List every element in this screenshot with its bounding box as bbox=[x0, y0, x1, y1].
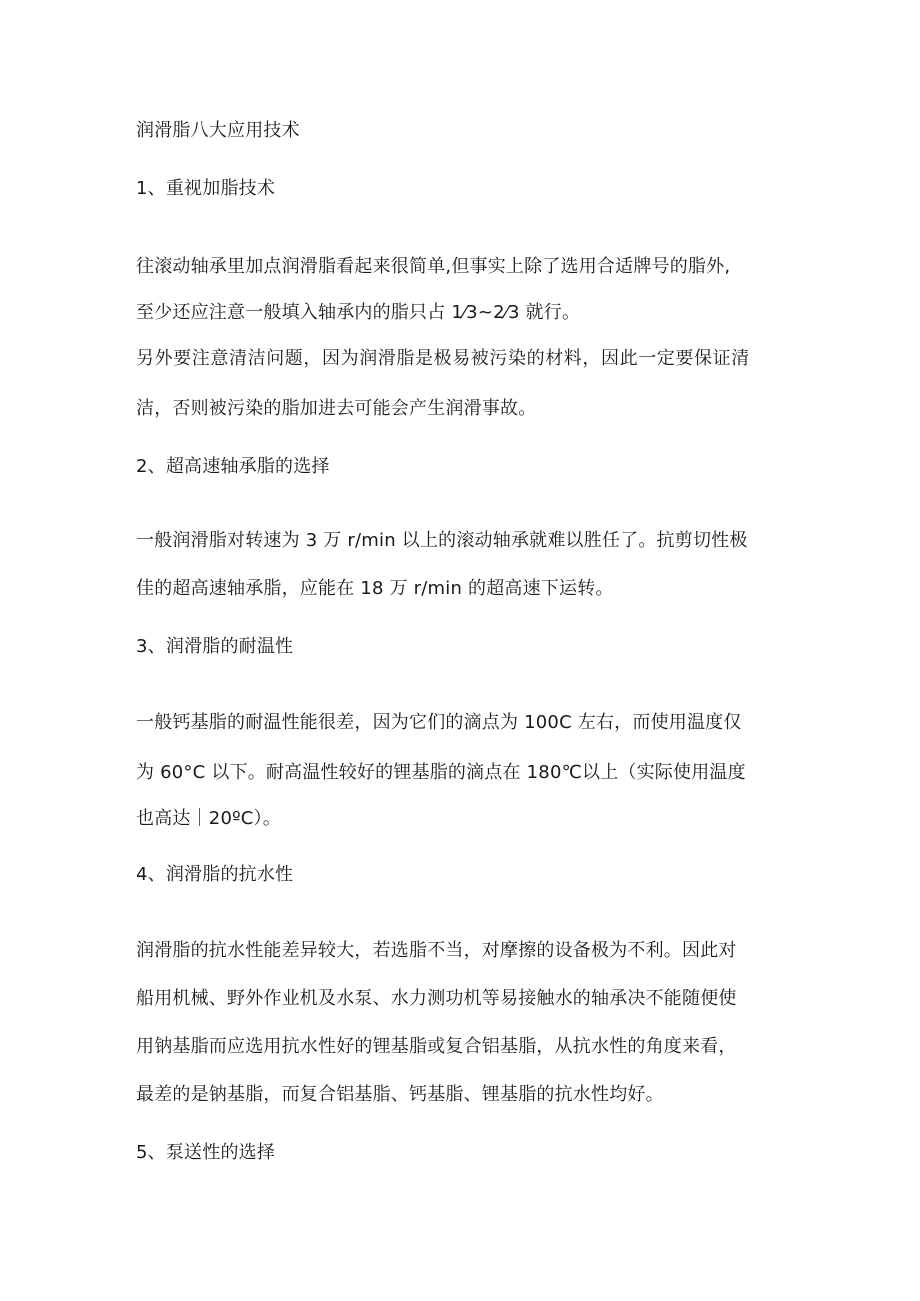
paragraph-line: 润滑脂的抗水性能差异较大，若选脂不当，对摩擦的设备极为不利。因此对 bbox=[136, 940, 737, 961]
paragraph-line: 往滚动轴承里加点润滑脂看起来很简单,但事实上除了选用合适牌号的脂外, bbox=[136, 256, 731, 277]
section-heading-3: 3、润滑脂的耐温性 bbox=[136, 636, 294, 657]
paragraph-line: 一般钙基脂的耐温性能很差，因为它们的滴点为 100C 左右，而使用温度仅 bbox=[136, 712, 742, 733]
paragraph-line: 为 60°C 以下。耐高温性较好的锂基脂的滴点在 180℃以上（实际使用温度 bbox=[136, 762, 746, 783]
paragraph-line: 用钠基脂而应选用抗水性好的锂基脂或复合铝基脂，从抗水性的角度来看， bbox=[136, 1036, 737, 1057]
section-heading-1: 1、重视加脂技术 bbox=[136, 178, 276, 199]
paragraph-line: 最差的是钠基脂，而复合铝基脂、钙基脂、锂基脂的抗水性均好。 bbox=[136, 1084, 664, 1105]
document-title: 润滑脂八大应用技术 bbox=[136, 120, 300, 141]
paragraph-line: 一般润滑脂对转速为 3 万 r/min 以上的滚动轴承就难以胜任了。抗剪切性极 bbox=[136, 530, 748, 551]
section-heading-2: 2、超高速轴承脂的选择 bbox=[136, 456, 330, 477]
paragraph-line: 另外要注意清洁问题，因为润滑脂是极易被污染的材料，因此一定要保证清 bbox=[136, 348, 750, 369]
paragraph-line: 也高达｜20ºC）。 bbox=[136, 808, 281, 829]
paragraph-line: 洁，否则被污染的脂加进去可能会产生润滑事故。 bbox=[136, 398, 537, 419]
paragraph-line: 至少还应注意一般填入轴承内的脂只占 1⁄3~2⁄3 就行。 bbox=[136, 302, 581, 323]
paragraph-line: 船用机械、野外作业机及水泵、水力测功机等易接触水的轴承决不能随便使 bbox=[136, 988, 737, 1009]
section-heading-5: 5、泵送性的选择 bbox=[136, 1142, 276, 1163]
paragraph-line: 佳的超高速轴承脂，应能在 18 万 r/min 的超高速下运转。 bbox=[136, 578, 614, 599]
section-heading-4: 4、润滑脂的抗水性 bbox=[136, 864, 294, 885]
